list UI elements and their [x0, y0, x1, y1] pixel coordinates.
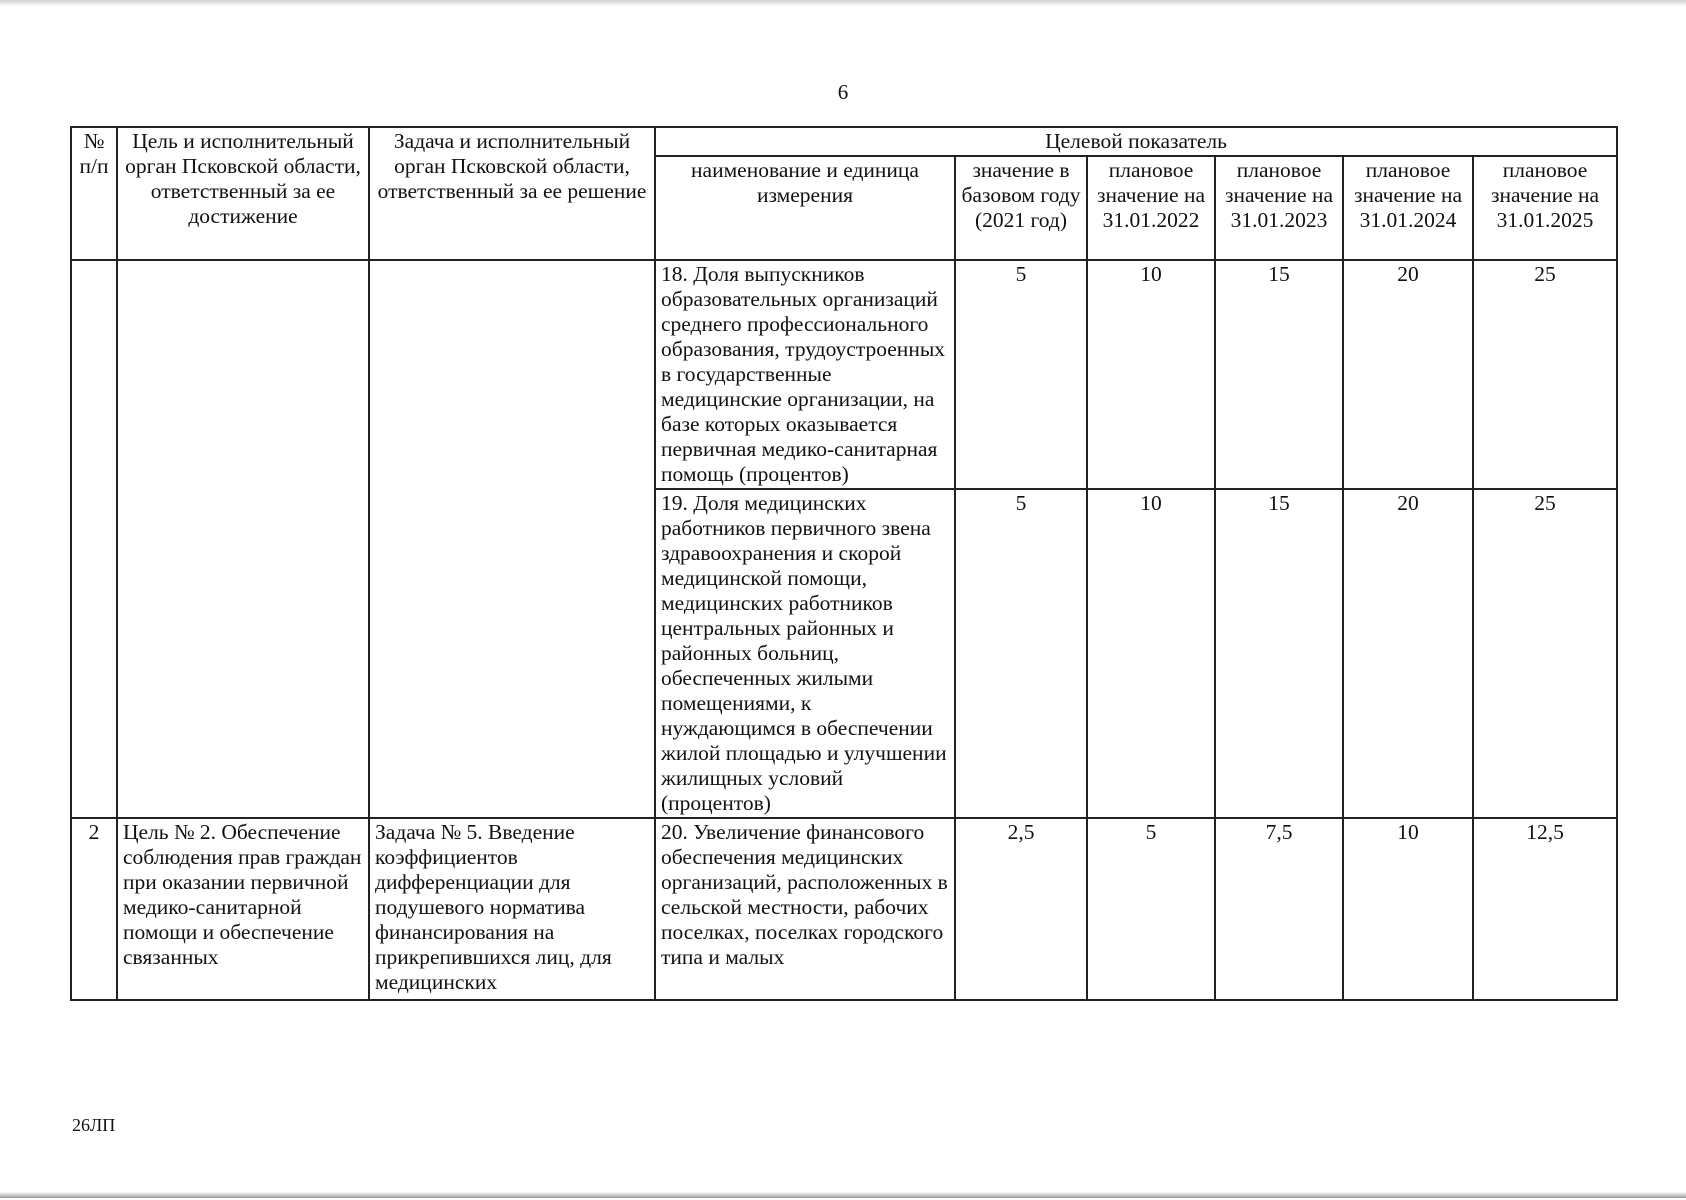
table-row-20: [71, 818, 1617, 1000]
page-number: 6: [837, 80, 849, 104]
plan-2025-18: 25: [1473, 260, 1617, 489]
base-value-20: 2,5: [955, 818, 1087, 1000]
header-plan-2022: плановое значение на 31.01.2022: [1087, 156, 1215, 260]
plan-2024-19: 20: [1343, 489, 1473, 818]
goal-2-text: Цель № 2. Обеспечение соблюдения прав граждан при оказании первичной медико-санитарной помощи и обеспечение связанных: [123, 820, 362, 969]
row-num-2: 2: [71, 818, 117, 1000]
header-task: Задача и исполнительный орган Псковской области, ответственный за ее решение: [369, 127, 655, 260]
scan-bottom-edge: [0, 1192, 1686, 1198]
header-goal: Цель и исполнительный орган Псковской области, ответственный за ее достижение: [117, 127, 369, 260]
plan-2022-18: 10: [1087, 260, 1215, 489]
plan-2023-20: 7,5: [1215, 818, 1343, 1000]
header-base-value: значение в базовом году (2021 год): [955, 156, 1087, 260]
header-plan-2025: плановое значение на 31.01.2025: [1473, 156, 1617, 260]
goal-2-cell: [117, 818, 369, 1000]
header-target-indicator: Целевой показатель: [655, 127, 1617, 156]
scan-top-edge: [0, 0, 1686, 6]
plan-2023-19: 15: [1215, 489, 1343, 818]
plan-2022-20: 5: [1087, 818, 1215, 1000]
targets-table: [70, 126, 1618, 1001]
plan-2025-19: 25: [1473, 489, 1617, 818]
row-goal-cell: [117, 260, 369, 818]
header-num: № п/п: [71, 127, 117, 260]
plan-2022-19: 10: [1087, 489, 1215, 818]
task-5-text: Задача № 5. Введение коэффициентов дифференциации для подушевого норматива финансирования на прикрепившихся лиц, для медицинских: [375, 820, 612, 994]
table-row-18: [71, 260, 1617, 489]
header-indicator-name: наименование и единица измерения: [655, 156, 955, 260]
indicator-name-20-cell: [655, 818, 955, 1000]
plan-2023-18: 15: [1215, 260, 1343, 489]
header-plan-2023: плановое значение на 31.01.2023: [1215, 156, 1343, 260]
document-code: 26ЛП: [72, 1115, 116, 1135]
base-value-18: 5: [955, 260, 1087, 489]
plan-2025-20: 12,5: [1473, 818, 1617, 1000]
header-plan-2024: плановое значение на 31.01.2024: [1343, 156, 1473, 260]
task-5-cell: [369, 818, 655, 1000]
row-num-cell: [71, 260, 117, 818]
plan-2024-18: 20: [1343, 260, 1473, 489]
row-task-cell: [369, 260, 655, 818]
indicator-name-18: 18. Доля выпускников образовательных организаций среднего профессионального образования, трудоустроенных в государственные медицинские организации, на базе которых оказывается первичная медико-санитарная помощь (процентов): [655, 260, 955, 489]
indicator-name-19: 19. Доля медицинских работников первичного звена здравоохранения и скорой медицинской помощи, медицинских работников центральных районных и районных больниц, обеспеченных жилыми помещениями, к нуждающимся в обеспечении жилой площадью и улучшении жилищных условий (процентов): [655, 489, 955, 818]
indicator-name-20: 20. Увеличение финансового обеспечения медицинских организаций, расположенных в сельской местности, рабочих поселках, поселках городского типа и малых: [661, 820, 948, 969]
base-value-19: 5: [955, 489, 1087, 818]
header-row-1: [71, 127, 1617, 156]
plan-2024-20: 10: [1343, 818, 1473, 1000]
